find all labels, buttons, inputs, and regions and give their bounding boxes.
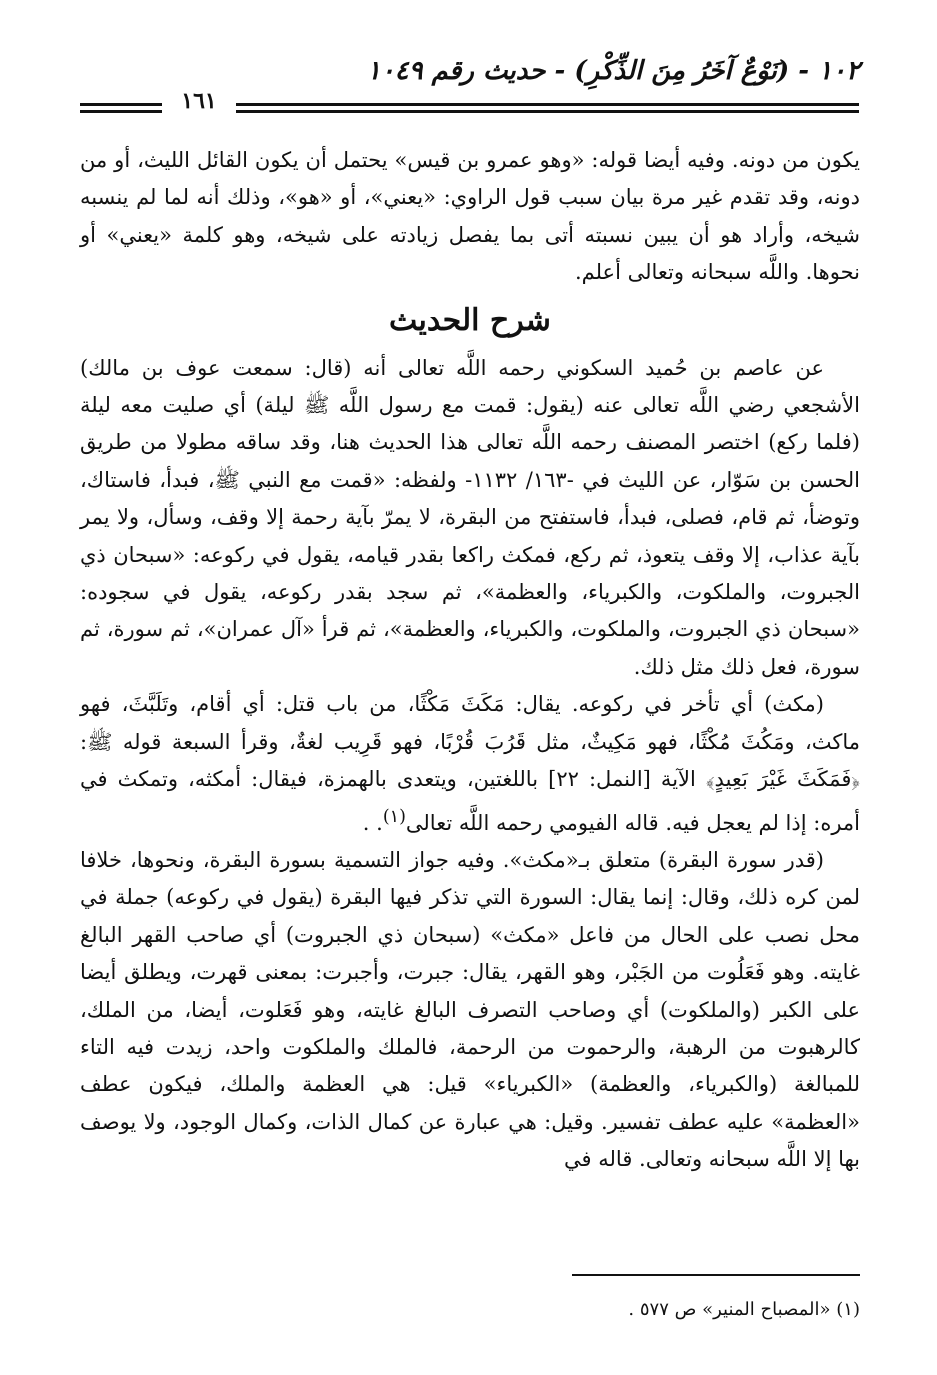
header-rule-left-top (80, 103, 162, 106)
running-title: ١٠٢ - (نَوْعٌ آخَرُ مِنَ الذِّكْرِ) - حديث رقم ١٠٤٩ (366, 56, 860, 86)
paragraph-baqara: (قدر سورة البقرة) متعلق بـ«مكث». وفيه جواز التسمية بسورة البقرة، ونحوها، خلافا لمن كره ذلك، وقال: إنما يقال: السورة التي تذكر فيها البقرة (يقول في ركوعه) جملة في محل نصب على الحال من فاعل «مكث» (سبحان ذي الجبروت) أي صاحب القهر البالغ غايته. وهو فَعَلُوت من الجَبْر، وهو القهر، يقال: جبرت، وأجبرت: بمعنى قهرت، ويطلق أيضا على الكبر (والملكوت) أي وصاحب التصرف البالغ غايته، وهو فَعَلوت، أيضا، من الملك، كالرهبوت من الرهبة، والرحموت من الرحمة، فالملك والملكوت واحد، زيدت فيه التاء للمبالغة (والكبرياء، والعظمة) «الكبرياء» قيل: هي العظمة والملك، فيكون عطف «العظمة» عليه عطف تفسير. وقيل: هي عبارة عن كمال الذات، وكمال الوجود، ولا يوصف بها إلا اللَّه سبحانه وتعالى. قاله في (80, 847, 860, 1172)
paragraph-hadith-chain: عن عاصم بن حُميد السكوني رحمه اللَّه تعالى أنه (قال: سمعت عوف بن مالك) الأشجعي رضي اللَّه تعالى عنه (يقول: قمت مع رسول اللَّه ﷺ ليلة) أي صليت معه ليلة (فلما ركع) اختصر المصنف رحمه اللَّه تعالى هذا الحديث هنا، وقد ساقه مطولا من طريق الحسن بن سَوّار، عن الليث في -١٦٣/ ١١٣٢- ولفظه: «قمت مع النبي ﷺ، فبدأ، فاستاك، وتوضأ، ثم قام، فصلى، فبدأ، فاستفتح من البقرة، لا يمرّ بآية رحمة إلا وقف، وسأل، ولا يمر بآية عذاب، إلا وقف يتعوذ، ثم ركع، فمكث راكعا بقدر قيامه، يقول في ركوعه: «سبحان ذي الجبروت، والملكوت، والكبرياء، والعظمة»، ثم سجد بقدر ركوعه، يقول في سجوده: «سبحان ذي الجبروت، والملكوت، والكبرياء، والعظمة»، ثم قرأ «آل عمران»، ثم سورة، ثم سورة، فعل ذلك مثل ذلك. (80, 355, 860, 679)
page-number: ١٦١ (181, 88, 217, 114)
footnote: (١) «المصباح المنير» ص ٥٧٧ . (628, 1299, 860, 1320)
header-rule-left-bottom (80, 110, 162, 113)
paragraph-makath-end: . . (362, 810, 383, 835)
header-rule-right-bottom (236, 110, 859, 113)
main-text (80, 142, 860, 1179)
paragraph-makath (80, 686, 860, 842)
paragraph-intro: يكون من دونه. وفيه أيضا قوله: «وهو عمرو بن قيس» يحتمل أن يكون القائل الليث، أو من دونه، وقد تقدم غير مرة بيان سبب قول الراوي: «يعني»، أو «هو»، وذلك أنه لما لم ينسبه شيخه، وأراد هو أن يبين نسبته أتى بما يفصل زيادته على شيخه، وهو كلمة «يعني» أو نحوها. واللَّه سبحانه وتعالى أعلم. (80, 148, 860, 285)
footnote-reference: (١) (382, 806, 406, 827)
header-rule-right-top (236, 103, 859, 106)
section-heading: شرح الحديث (389, 302, 551, 338)
footnote-separator (572, 1274, 860, 1276)
paragraph-makath-text: (مكث) أي تأخر في ركوعه. يقال: مَكَثَ مَكْثًا، من باب قتل: أي أقام، وتَلَبَّثَ، فهو ماكث، ومَكُثَ مُكْثًا، فهو مَكِيثٌ، مثل قَرُبَ قُرْبًا، فهو قَرِيب لغةٌ، وقرأ السبعة قوله ﷺ: ﴿فَمَكَثَ غَيْرَ بَعِيدٍ﴾ الآية [النمل: ٢٢] باللغتين، ويتعدى بالهمزة، فيقال: أمكثه، وتمكث في أمره: إذا لم يعجل فيه. قاله الفيومي رحمه اللَّه تعالى (80, 692, 860, 835)
